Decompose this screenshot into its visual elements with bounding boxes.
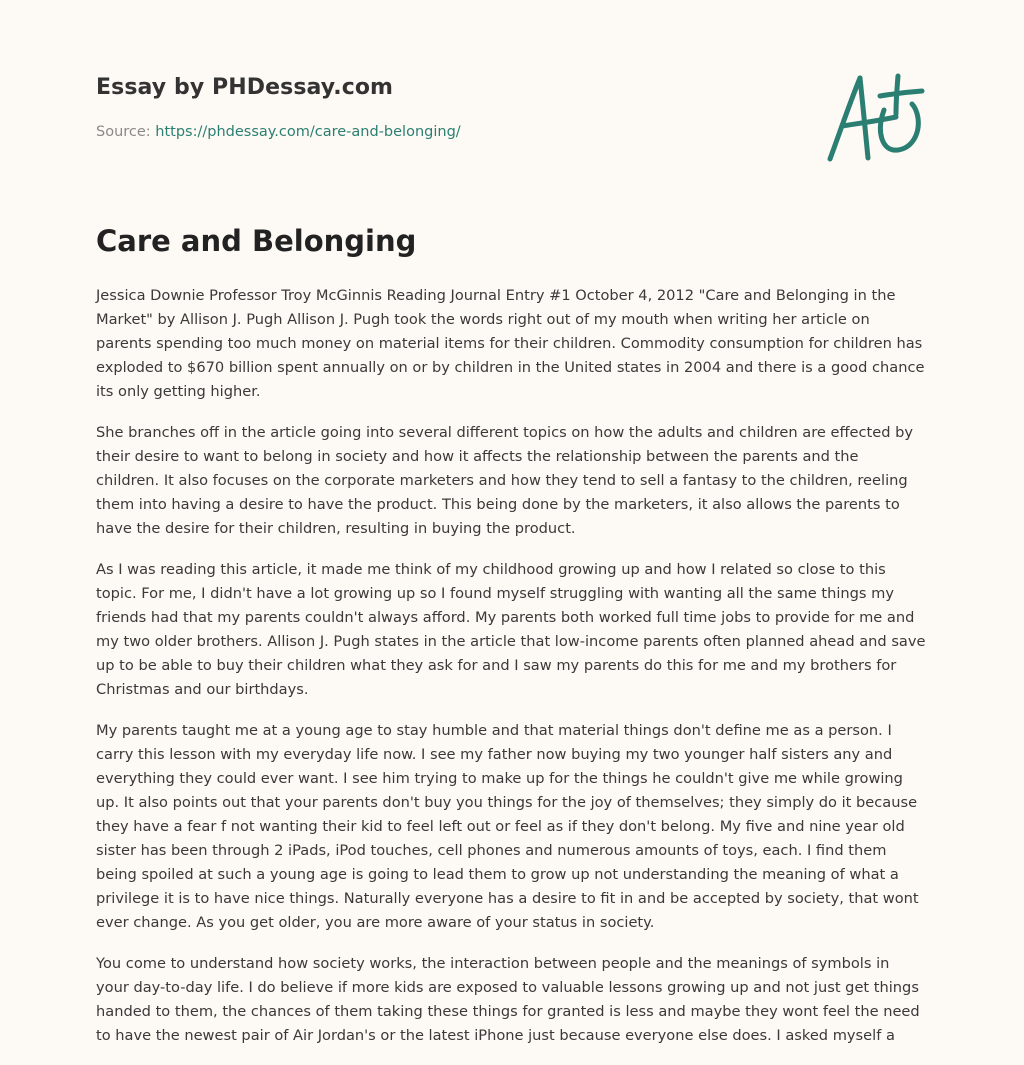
essay-title: Care and Belonging xyxy=(96,224,417,258)
essay-paragraph: Jessica Downie Professor Troy McGinnis Reading Journal Entry #1 October 4, 2012 "Care and Belonging in the Market" by Allison J. Pugh Allison J. Pugh took the words right out of my mouth when writing her article on parents spending too much money on material items for their children. Commodity consumption for children has exploded to $670 billion spent annually on or by children in the United states in 2004 and there is a good chance its only getting higher. xyxy=(96,287,925,400)
essay-paragraph: As I was reading this article, it made me think of my childhood growing up and how I related so close to this topic. For me, I didn't have a lot growing up so I found myself struggling with wanting all the same things my friends had that my parents couldn't always afford. My parents both worked full time jobs to provide for me and my two older brothers. Allison J. Pugh states in the article that low-income parents often planned ahead and save up to be able to buy their children what they ask for and I saw my parents do this for me and my brothers for Christmas and our birthdays. xyxy=(96,561,926,698)
essay-paragraph: You come to understand how society works, the interaction between people and the meanings of symbols in your day-to-day life. I do believe if more kids are exposed to valuable lessons growing up and not just get things handed to them, the chances of them taking these things for granted is less and maybe they wont feel the need to have the newest pair of Air Jordan's or the latest iPhone just because everyone else does. I asked myself a xyxy=(96,955,920,1044)
source-label: Source: xyxy=(96,124,151,140)
essay-paragraph: My parents taught me at a young age to stay humble and that material things don't define me as a person. I carry this lesson with my everyday life now. I see my father now buying my two younger half sisters any and everything they could ever want. I see him trying to make up for the things he couldn't give me while growing up. It also points out that your parents don't buy you things for the joy of themselves; they simply do it because they have a fear f not wanting their kid to feel left out or feel as if they don't belong. My five and nine year old sister has been through 2 iPads, iPod touches, cell phones and numerous amounts of toys, each. I find them being spoiled at such a young age is going to lead them to grow up not understanding the meaning of what a privilege it is to have nice things. Naturally everyone has a desire to fit in and be accepted by society, that wont ever change. As you get older, you are more aware of your status in society. xyxy=(96,722,919,931)
essay-page xyxy=(96,0,926,1060)
essay-paragraph: She branches off in the article going into several different topics on how the adults and children are effected by their desire to want to belong in society and how it affects the relationship between the parents and the children. It also focuses on the corporate marketers and how they tend to sell a fantasy to the children, reeling them into having a desire to have the product. This being done by the marketers, it also allows the parents to have the desire for their children, resulting in buying the product. xyxy=(96,424,914,537)
source-link[interactable]: https://phdessay.com/care-and-belonging/ xyxy=(155,124,461,140)
a-plus-grade-icon xyxy=(826,66,930,166)
source-line xyxy=(96,124,461,140)
essay-body xyxy=(96,284,926,1065)
site-title: Essay by PHDessay.com xyxy=(96,75,394,100)
